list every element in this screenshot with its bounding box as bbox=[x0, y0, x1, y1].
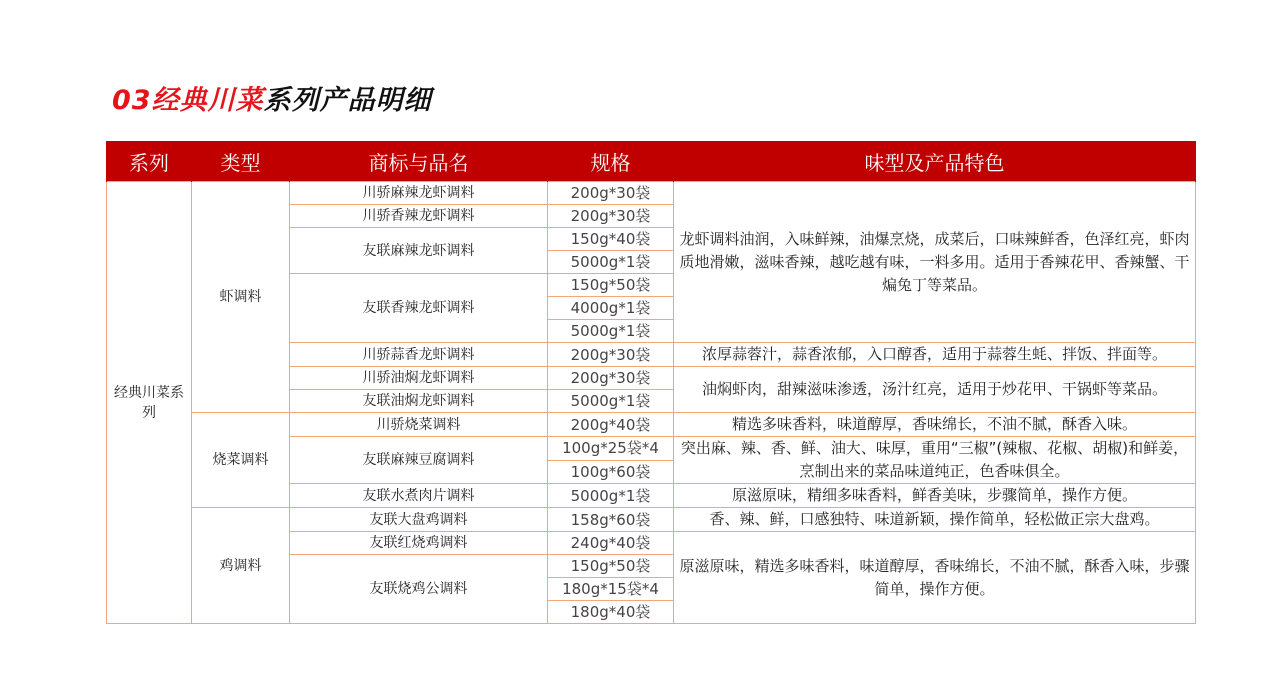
header-series: 系列 bbox=[107, 141, 192, 182]
type-cell-shrimp: 虾调料 bbox=[192, 182, 290, 413]
spec-cell: 200g*30袋 bbox=[548, 343, 674, 367]
header-spec: 规格 bbox=[548, 141, 674, 182]
spec-cell: 100g*25袋*4 bbox=[548, 437, 674, 461]
page-title-rest: 系列产品明细 bbox=[263, 85, 432, 116]
description-cell: 龙虾调料油润，入味鲜辣，油爆烹烧，成菜后，口味辣鲜香，色泽红亮，虾肉质地滑嫩，滋味香辣，越吃越有味，一料多用。适用于香辣花甲、香辣蟹、干煸兔丁等菜品。 bbox=[674, 182, 1196, 343]
description-cell: 原滋原味，精选多味香料，味道醇厚，香味绵长，不油不腻，酥香入味，步骤简单，操作方便。 bbox=[674, 532, 1196, 624]
product-name-cell: 友联红烧鸡调料 bbox=[290, 532, 548, 555]
spec-cell: 200g*40袋 bbox=[548, 413, 674, 437]
description-cell: 精选多味香料，味道醇厚，香味绵长，不油不腻，酥香入味。 bbox=[674, 413, 1196, 437]
page-title bbox=[112, 78, 432, 117]
product-name-cell: 友联烧鸡公调料 bbox=[290, 555, 548, 624]
product-name-cell: 友联麻辣豆腐调料 bbox=[290, 437, 548, 484]
description-cell: 油焖虾肉，甜辣滋味渗透，汤汁红亮，适用于炒花甲、干锅虾等菜品。 bbox=[674, 367, 1196, 413]
product-name-cell: 川骄麻辣龙虾调料 bbox=[290, 182, 548, 205]
table-row bbox=[107, 182, 1196, 205]
product-name-cell: 川骄香辣龙虾调料 bbox=[290, 205, 548, 228]
product-name-cell: 川骄油焖龙虾调料 bbox=[290, 367, 548, 390]
spec-cell: 5000g*1袋 bbox=[548, 484, 674, 508]
description-cell: 原滋原味，精细多味香料，鲜香美味，步骤简单，操作方便。 bbox=[674, 484, 1196, 508]
product-name-cell: 友联水煮肉片调料 bbox=[290, 484, 548, 508]
spec-cell: 4000g*1袋 bbox=[548, 297, 674, 320]
spec-cell: 200g*30袋 bbox=[548, 367, 674, 390]
spec-cell: 100g*60袋 bbox=[548, 460, 674, 484]
type-cell-braise: 烧菜调料 bbox=[192, 413, 290, 508]
product-name-cell: 友联香辣龙虾调料 bbox=[290, 274, 548, 343]
spec-cell: 180g*15袋*4 bbox=[548, 578, 674, 601]
spec-cell: 200g*30袋 bbox=[548, 182, 674, 205]
spec-cell: 5000g*1袋 bbox=[548, 251, 674, 274]
header-flavor-feature: 味型及产品特色 bbox=[674, 141, 1196, 182]
spec-cell: 150g*50袋 bbox=[548, 274, 674, 297]
table-row bbox=[107, 508, 1196, 532]
series-cell: 经典川菜系列 bbox=[107, 182, 192, 624]
type-cell-chicken: 鸡调料 bbox=[192, 508, 290, 624]
product-name-cell: 友联油焖龙虾调料 bbox=[290, 390, 548, 413]
description-cell: 香、辣、鲜，口感独特、味道新颖，操作简单，轻松做正宗大盘鸡。 bbox=[674, 508, 1196, 532]
header-type: 类型 bbox=[192, 141, 290, 182]
description-cell: 突出麻、辣、香、鲜、油大、味厚，重用“三椒”(辣椒、花椒、胡椒)和鲜姜，烹制出来的菜品味道纯正，色香味俱全。 bbox=[674, 437, 1196, 484]
spec-cell: 200g*30袋 bbox=[548, 205, 674, 228]
product-table bbox=[106, 141, 1196, 624]
description-cell: 浓厚蒜蓉汁，蒜香浓郁，入口醇香，适用于蒜蓉生蚝、拌饭、拌面等。 bbox=[674, 343, 1196, 367]
spec-cell: 5000g*1袋 bbox=[548, 320, 674, 343]
product-name-cell: 友联麻辣龙虾调料 bbox=[290, 228, 548, 274]
header-product-name: 商标与品名 bbox=[290, 141, 548, 182]
spec-cell: 5000g*1袋 bbox=[548, 390, 674, 413]
spec-cell: 150g*50袋 bbox=[548, 555, 674, 578]
spec-cell: 240g*40袋 bbox=[548, 532, 674, 555]
table-row bbox=[107, 413, 1196, 437]
product-name-cell: 川骄烧菜调料 bbox=[290, 413, 548, 437]
spec-cell: 158g*60袋 bbox=[548, 508, 674, 532]
table-header-row bbox=[107, 141, 1196, 182]
product-name-cell: 友联大盘鸡调料 bbox=[290, 508, 548, 532]
spec-cell: 180g*40袋 bbox=[548, 601, 674, 624]
product-name-cell: 川骄蒜香龙虾调料 bbox=[290, 343, 548, 367]
page-title-highlight: 03经典川菜 bbox=[112, 85, 264, 116]
spec-cell: 150g*40袋 bbox=[548, 228, 674, 251]
